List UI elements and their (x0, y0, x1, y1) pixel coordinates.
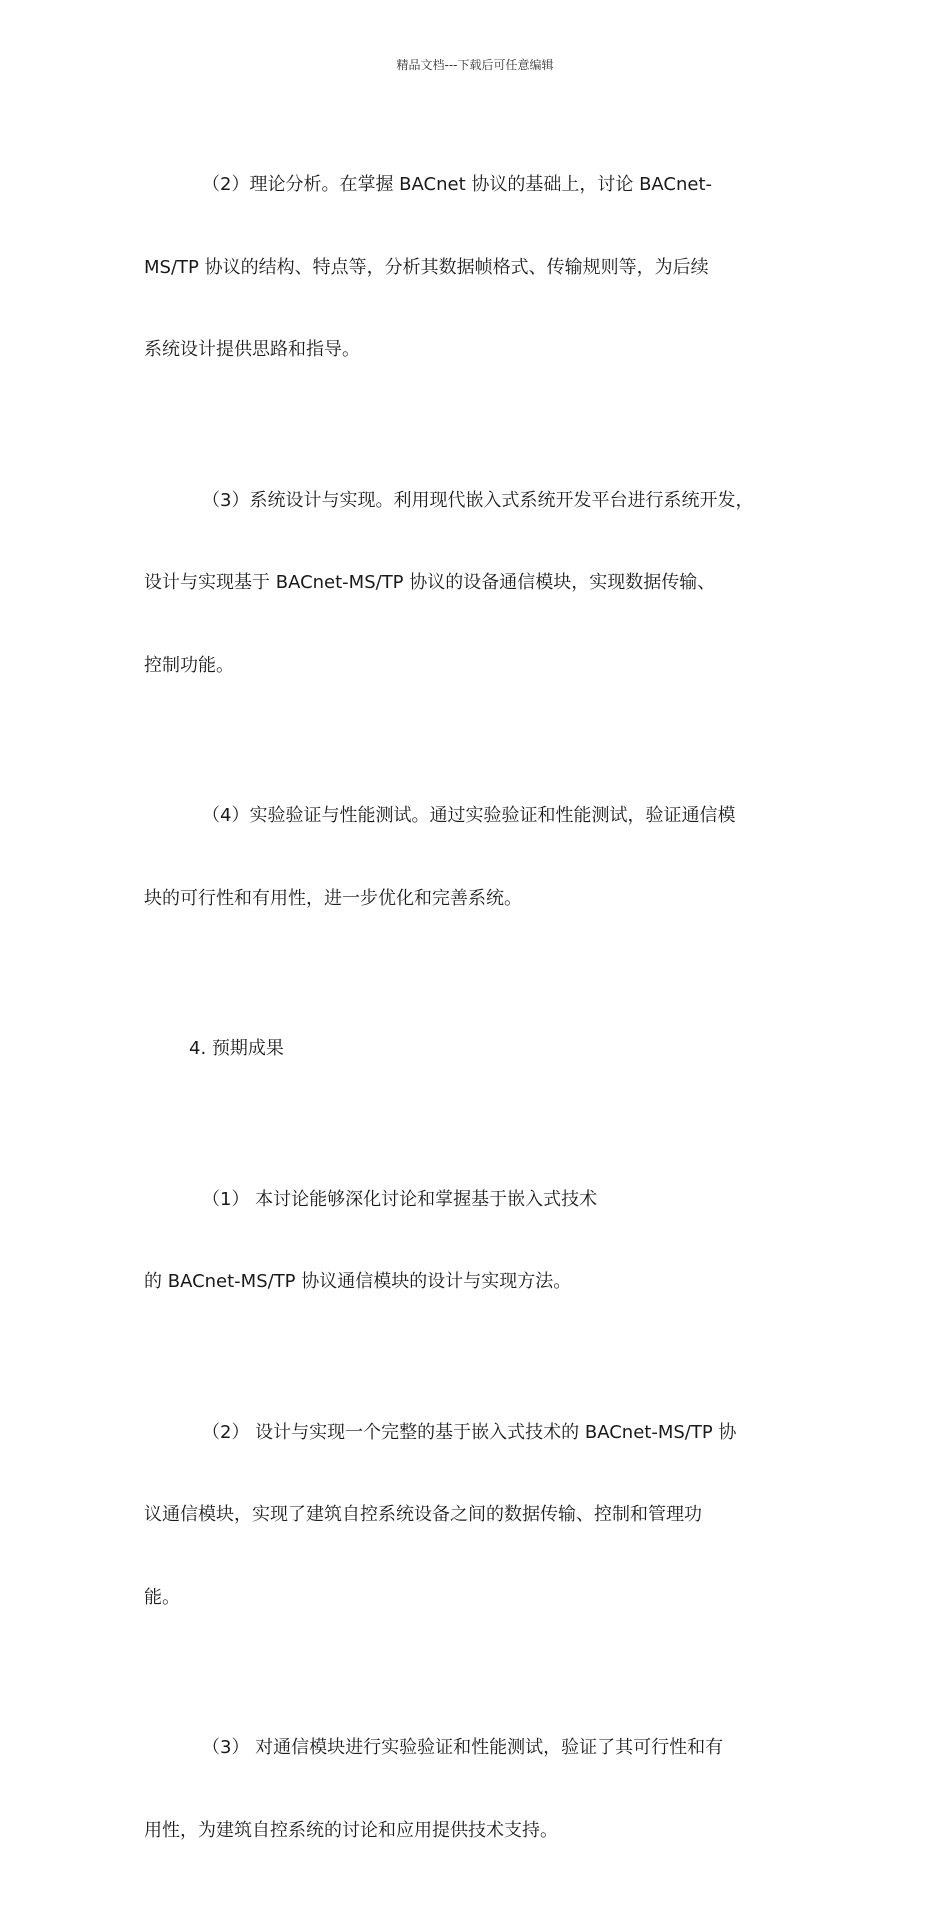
paragraph-result-1 (144, 1131, 820, 1351)
text-line: 的 BACnet-MS/TP 协议通信模块的设计与实现方法。 (144, 1271, 572, 1292)
paragraph-system-design (144, 432, 820, 735)
text-line: 设计与实现基于 BACnet-MS/TP 协议的设备通信模块，实现数据传输、 (144, 572, 716, 593)
text-line: （4）实验验证与性能测试。通过实验验证和性能测试，验证通信模 (202, 805, 736, 826)
text-line: （2）理论分析。在掌握 BACnet 协议的基础上，讨论 BACnet- (202, 174, 713, 195)
paragraph-theory-analysis (144, 116, 820, 419)
paragraph-result-2 (144, 1364, 820, 1667)
page-header: 精品文档---下载后可任意编辑 (396, 58, 554, 72)
section-heading: 4. 预期成果 (189, 1038, 284, 1059)
text-line: （3） 对通信模块进行实验验证和性能测试，验证了其可行性和有 (202, 1737, 724, 1758)
text-line: 议通信模块，实现了建筑自控系统设备之间的数据传输、控制和管理功 (144, 1504, 702, 1525)
text-line: （2） 设计与实现一个完整的基于嵌入式技术的 BACnet-MS/TP 协 (202, 1421, 737, 1443)
text-line: （3）系统设计与实现。利用现代嵌入式系统开发平台进行系统开发， (202, 489, 754, 511)
document-body (144, 116, 820, 1912)
text-line: （1） 本讨论能够深化讨论和掌握基于嵌入式技术 (202, 1188, 598, 1210)
text-line: MS/TP 协议的结构、特点等，分析其数据帧格式、传输规则等，为后续 (144, 256, 709, 278)
section-heading-expected-results (144, 980, 820, 1118)
text-line: 控制功能。 (144, 654, 234, 676)
paragraph-experiment-validation (144, 747, 820, 967)
text-line: 用性，为建筑自控系统的讨论和应用提供技术支持。 (144, 1819, 558, 1841)
text-line: 块的可行性和有用性，进一步优化和完善系统。 (144, 887, 522, 909)
text-line: 能。 (144, 1586, 180, 1608)
paragraph-result-3 (144, 1679, 820, 1899)
text-line: 系统设计提供思路和指导。 (144, 339, 360, 360)
